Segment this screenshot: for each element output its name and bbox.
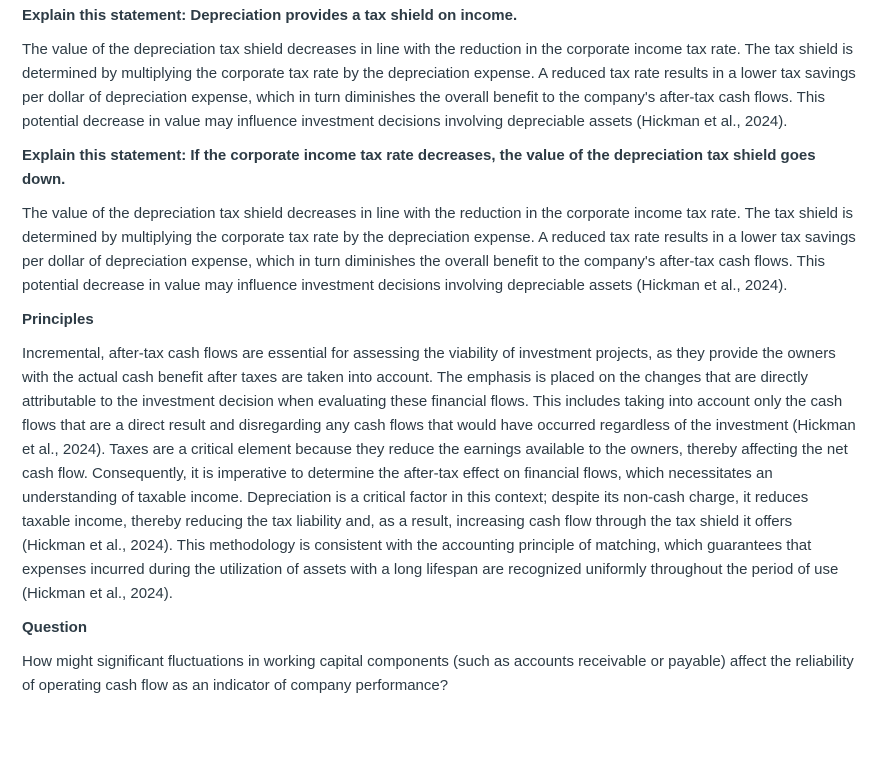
- section-body-tax-rate-decrease: The value of the depreciation tax shield decreases in line with the reduction in the corporate income tax rate. The tax shield is determined by multiplying the corporate tax rate by the depreciation expense. A reduced tax rate results in a lower tax savings per dollar of depreciation expense, which in turn diminishes the overall benefit to the company's after-tax cash flows. This potential decrease in value may influence investment decisions involving depreciable assets (Hickman et al., 2024).: [22, 205, 856, 294]
- section-heading-tax-rate-decrease: Explain this statement: If the corporate income tax rate decreases, the value of the depreciation tax shield goes down.: [22, 147, 816, 188]
- section-heading-question: Question: [22, 619, 88, 636]
- section-body-principles: Incremental, after-tax cash flows are essential for assessing the viability of investment projects, as they provide the owners with the actual cash benefit after taxes are taken into account. The emphasis is placed on the changes that are directly attributable to the investment decision when evaluating these financial flows. This includes taking into account only the cash flows that are a direct result and disregarding any cash flows that would have occurred regardless of the investment (Hickman et al., 2024). Taxes are a critical element because they reduce the earnings available to the owners, thereby affecting the net cash flow. Consequently, it is imperative to determine the after-tax effect on financial flows, which necessitates an understanding of taxable income. Depreciation is a critical factor in this context; despite its non-cash charge, it reduces taxable income, thereby reducing the tax liability and, as a result, increasing cash flow through the tax shield it offers (Hickman et al., 2024). This methodology is consistent with the accounting principle of matching, which guarantees that expenses incurred during the utilization of assets with a long lifespan are recognized uniformly throughout the period of use (Hickman et al., 2024).: [22, 345, 856, 602]
- section-body-depreciation-tax-shield: The value of the depreciation tax shield decreases in line with the reduction in the corporate income tax rate. The tax shield is determined by multiplying the corporate tax rate by the depreciation expense. A reduced tax rate results in a lower tax savings per dollar of depreciation expense, which in turn diminishes the overall benefit to the company's after-tax cash flows. This potential decrease in value may influence investment decisions involving depreciable assets (Hickman et al., 2024).: [22, 41, 856, 130]
- section-heading-depreciation-tax-shield: Explain this statement: Depreciation provides a tax shield on income.: [22, 7, 518, 24]
- section-heading-principles: Principles: [22, 311, 94, 328]
- section-body-question: How might significant fluctuations in working capital components (such as accounts receivable or payable) affect the reliability of operating cash flow as an indicator of company performance?: [22, 653, 854, 694]
